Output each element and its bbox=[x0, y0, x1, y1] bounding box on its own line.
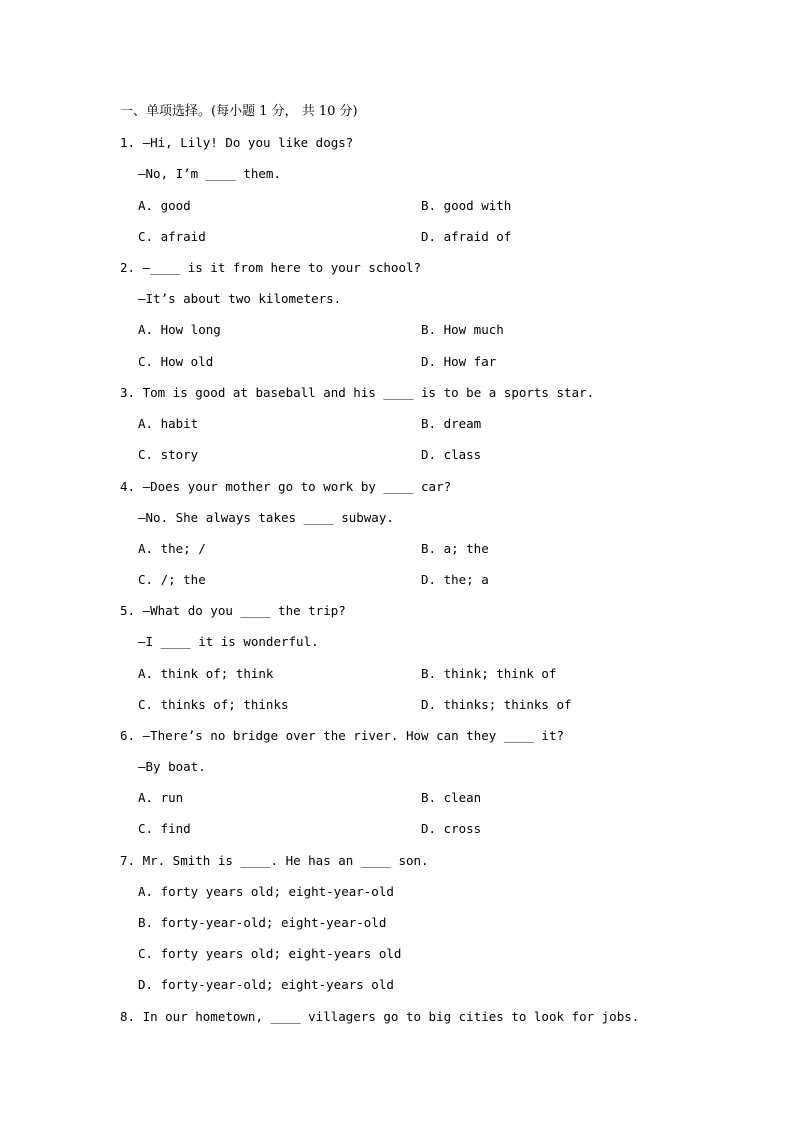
question-5-option-c: C. thinks of; thinks bbox=[138, 697, 289, 712]
question-2-option-a: A. How long bbox=[138, 322, 221, 337]
question-3-option-d: D. class bbox=[421, 447, 482, 462]
question-5-option-a: A. think of; think bbox=[138, 666, 274, 681]
question-1-option-c: C. afraid bbox=[138, 229, 206, 244]
question-5-stem: 5. —What do you ____ the trip? bbox=[120, 603, 346, 618]
question-1-option-a: A. good bbox=[138, 198, 191, 213]
question-8-stem: 8. In our hometown, ____ villagers go to big cities to look for jobs. bbox=[120, 1009, 640, 1024]
question-2-reply: —It’s about two kilometers. bbox=[138, 291, 342, 306]
question-6-option-c: C. find bbox=[138, 821, 191, 836]
question-3-option-c: C. story bbox=[138, 447, 199, 462]
question-5-option-d: D. thinks; thinks of bbox=[421, 697, 572, 712]
question-7-option-c: C. forty years old; eight-years old bbox=[138, 946, 402, 961]
question-4-option-d: D. the; a bbox=[421, 572, 489, 587]
question-7-stem: 7. Mr. Smith is ____. He has an ____ son. bbox=[120, 853, 429, 868]
question-3-stem: 3. Tom is good at baseball and his ____ is to be a sports star. bbox=[120, 385, 595, 400]
question-1-reply: —No, I’m ____ them. bbox=[138, 166, 281, 181]
question-7-option-a: A. forty years old; eight-year-old bbox=[138, 884, 394, 899]
question-4-reply: —No. She always takes ____ subway. bbox=[138, 510, 394, 525]
question-5-reply: —I ____ it is wonderful. bbox=[138, 634, 319, 649]
question-2-option-b: B. How much bbox=[421, 322, 504, 337]
question-5-option-b: B. think; think of bbox=[421, 666, 557, 681]
question-6-option-b: B. clean bbox=[421, 790, 482, 805]
question-1-option-b: B. good with bbox=[421, 198, 512, 213]
question-4-option-a: A. the; / bbox=[138, 541, 206, 556]
section-title: 一、单项选择。(每小题 1 分， 共 10 分) bbox=[120, 104, 358, 119]
question-2-stem: 2. —____ is it from here to your school? bbox=[120, 260, 422, 275]
question-4-option-b: B. a; the bbox=[421, 541, 489, 556]
question-1-stem: 1. —Hi, Lily! Do you like dogs? bbox=[120, 135, 354, 150]
question-6-reply: —By boat. bbox=[138, 759, 206, 774]
question-6-stem: 6. —There’s no bridge over the river. How can they ____ it? bbox=[120, 728, 565, 743]
question-4-stem: 4. —Does your mother go to work by ____ car? bbox=[120, 479, 452, 494]
question-1-option-d: D. afraid of bbox=[421, 229, 512, 244]
question-3-option-a: A. habit bbox=[138, 416, 199, 431]
question-6-option-d: D. cross bbox=[421, 821, 482, 836]
question-4-option-c: C. /; the bbox=[138, 572, 206, 587]
question-2-option-c: C. How old bbox=[138, 354, 214, 369]
question-7-option-b: B. forty-year-old; eight-year-old bbox=[138, 915, 387, 930]
question-2-option-d: D. How far bbox=[421, 354, 497, 369]
question-3-option-b: B. dream bbox=[421, 416, 482, 431]
question-7-option-d: D. forty-year-old; eight-years old bbox=[138, 977, 394, 992]
question-6-option-a: A. run bbox=[138, 790, 184, 805]
